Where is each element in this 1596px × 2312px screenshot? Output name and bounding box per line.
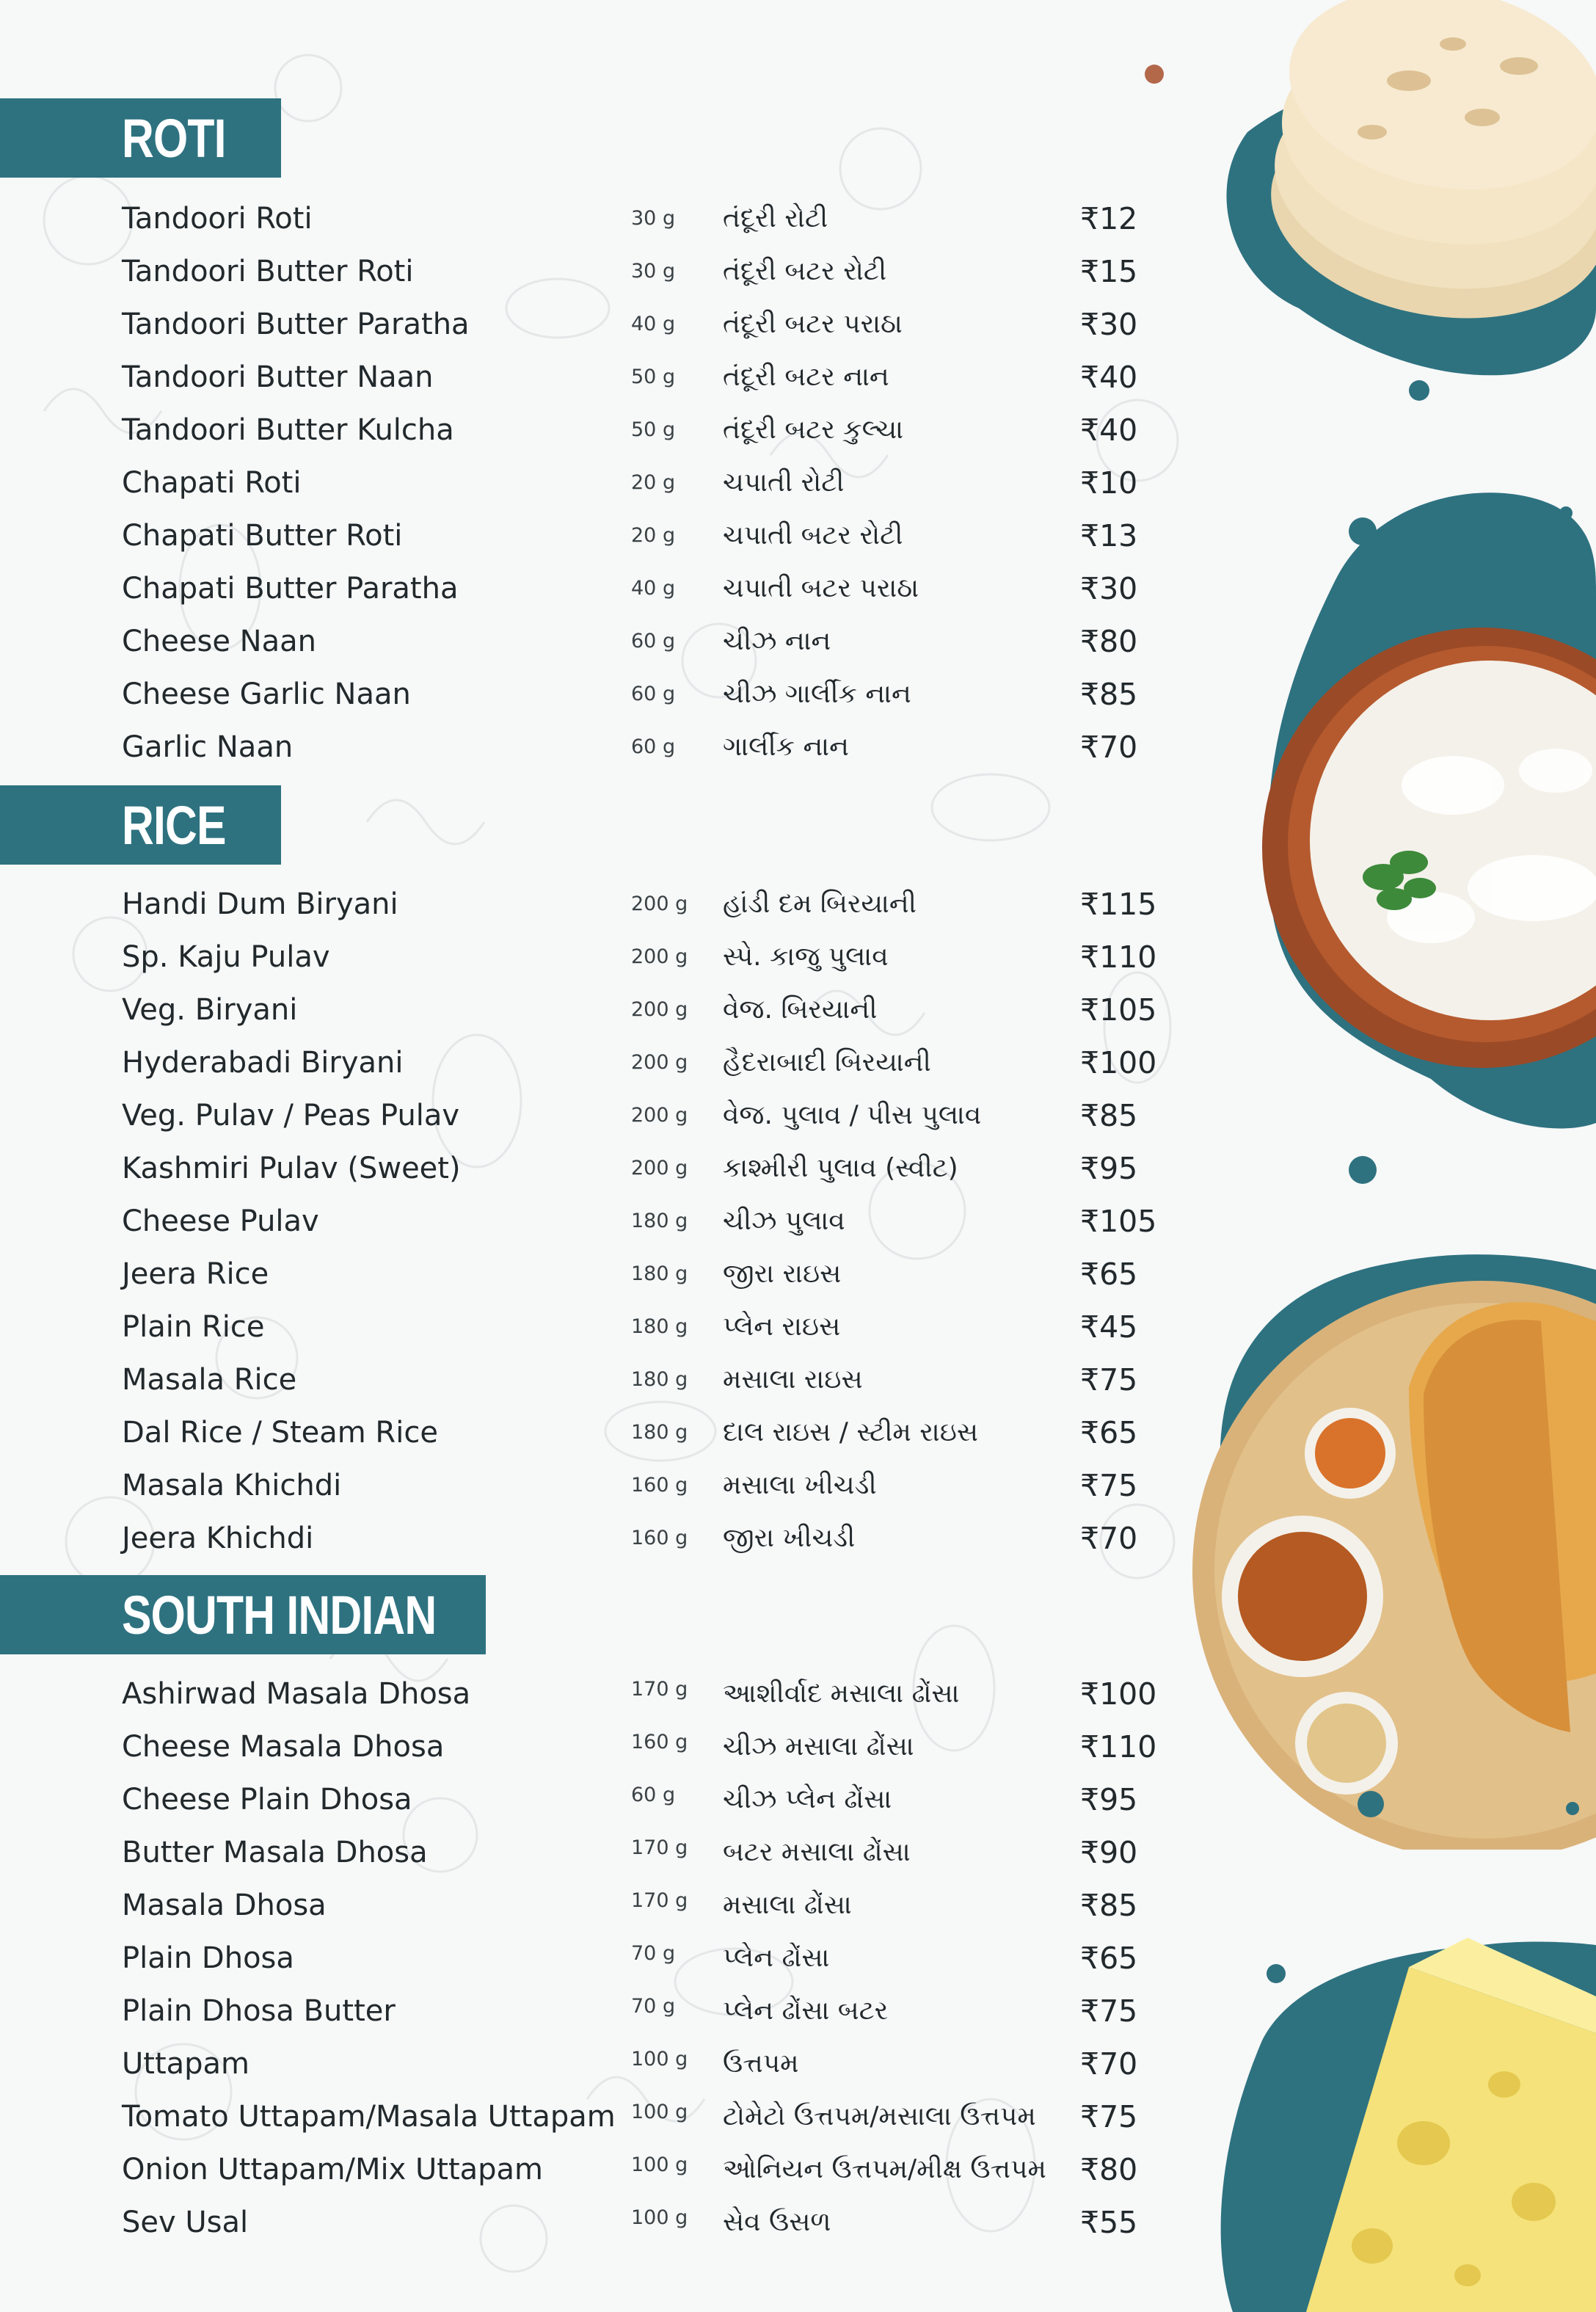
item-price: ₹15	[1080, 254, 1138, 289]
item-weight: 200 g	[631, 1051, 688, 1074]
menu-item	[0, 192, 1174, 245]
item-price: ₹70	[1080, 2046, 1138, 2082]
item-name: Sev Usal	[122, 2206, 249, 2239]
item-name-gujarati: મસાલા ઢોંસા	[723, 1890, 852, 1920]
item-name: Tandoori Butter Kulcha	[122, 413, 454, 447]
item-price: ₹65	[1080, 1257, 1138, 1292]
menu-item	[0, 1142, 1174, 1195]
menu-item	[0, 404, 1174, 457]
item-name-gujarati: દાલ રાઇસ / સ્ટીમ રાઇસ	[723, 1417, 979, 1447]
menu-item	[0, 1248, 1174, 1301]
menu-item	[0, 1089, 1174, 1142]
item-weight: 70 g	[631, 1995, 676, 2018]
item-price: ₹100	[1080, 1676, 1157, 1712]
menu-item	[0, 1301, 1174, 1353]
item-price: ₹40	[1080, 360, 1138, 395]
item-price: ₹30	[1080, 571, 1138, 606]
item-price: ₹105	[1080, 1204, 1157, 1239]
item-name: Plain Dhosa Butter	[122, 1994, 396, 2028]
item-name-gujarati: સેવ ઉસળ	[723, 2207, 831, 2237]
item-name-gujarati: હાંડી દમ બિરયાની	[723, 889, 917, 919]
item-price: ₹100	[1080, 1045, 1157, 1080]
item-name-gujarati: ઉત્તપમ	[723, 2049, 799, 2079]
item-price: ₹75	[1080, 2099, 1138, 2134]
dosa-plate-image	[1189, 1145, 1596, 1850]
menu-item	[0, 1036, 1174, 1089]
item-name-gujarati: તંદૂરી રોટી	[723, 203, 828, 233]
item-weight: 60 g	[631, 630, 676, 652]
item-name-gujarati: પ્લેન ઢોંસા બટર	[723, 1996, 889, 2026]
rice-bowl-image	[1189, 477, 1596, 1138]
item-name: Garlic Naan	[122, 730, 294, 764]
item-weight: 20 g	[631, 471, 676, 494]
item-name-gujarati: હૈદરાબાદી બિરયાની	[723, 1047, 931, 1077]
item-price: ₹65	[1080, 1941, 1138, 1976]
item-weight: 60 g	[631, 735, 676, 758]
item-weight: 40 g	[631, 577, 676, 600]
item-weight: 180 g	[631, 1210, 688, 1232]
item-name: Chapati Butter Paratha	[122, 572, 459, 606]
item-weight: 180 g	[631, 1368, 688, 1391]
item-name-gujarati: તંદૂરી બટર પરાઠા	[723, 309, 903, 339]
decor-dot	[1267, 1964, 1286, 1983]
item-price: ₹12	[1080, 201, 1138, 236]
item-name: Veg. Biryani	[122, 993, 298, 1027]
item-price: ₹115	[1080, 887, 1157, 922]
item-name-gujarati: વેજ. પુલાવ / પીસ પુલાવ	[723, 1100, 982, 1130]
menu-item	[0, 509, 1174, 562]
item-name-gujarati: ચીઝ ગાર્લીક નાન	[723, 679, 911, 709]
item-weight: 200 g	[631, 1157, 688, 1179]
menu-item	[0, 1406, 1174, 1459]
section-header-roti	[0, 98, 281, 178]
item-weight: 180 g	[631, 1421, 688, 1444]
item-price: ₹55	[1080, 2205, 1138, 2240]
item-price: ₹30	[1080, 307, 1138, 342]
item-weight: 50 g	[631, 366, 676, 388]
menu-item	[0, 1353, 1174, 1406]
item-weight: 180 g	[631, 1262, 688, 1285]
menu-item	[0, 1773, 1174, 1826]
item-name: Tandoori Butter Naan	[122, 360, 434, 394]
item-price: ₹13	[1080, 518, 1138, 553]
item-name: Hyderabadi Biryani	[122, 1046, 404, 1080]
item-weight: 20 g	[631, 524, 676, 547]
menu-item	[0, 931, 1174, 984]
item-price: ₹65	[1080, 1415, 1138, 1450]
item-name: Plain Dhosa	[122, 1941, 294, 1975]
item-name-gujarati: તંદૂરી બટર કુલ્ચા	[723, 415, 904, 445]
item-price: ₹95	[1080, 1782, 1138, 1817]
item-name: Masala Dhosa	[122, 1889, 327, 1922]
item-weight: 30 g	[631, 207, 676, 230]
menu-item	[0, 2090, 1174, 2143]
menu-item	[0, 1826, 1174, 1879]
item-name: Cheese Pulav	[122, 1204, 319, 1238]
item-name-gujarati: ચીઝ નાન	[723, 626, 831, 656]
item-name: Jeera Khichdi	[122, 1522, 314, 1555]
menu-item	[0, 615, 1174, 668]
item-name-gujarati: આશીર્વાદ મસાલા ઢોંસા	[723, 1679, 960, 1709]
item-weight: 100 g	[631, 2206, 688, 2229]
item-name: Tomato Uttapam/Masala Uttapam	[122, 2100, 616, 2134]
menu-item	[0, 245, 1174, 298]
item-name: Dal Rice / Steam Rice	[122, 1416, 438, 1450]
item-name-gujarati: તંદૂરી બટર નાન	[723, 362, 889, 392]
item-name: Onion Uttapam/Mix Uttapam	[122, 2153, 544, 2186]
item-name: Chapati Butter Roti	[122, 519, 403, 553]
item-name: Butter Masala Dhosa	[122, 1836, 428, 1869]
decor-dot	[1145, 65, 1164, 84]
menu-item	[0, 878, 1174, 931]
section-title: RICE	[122, 794, 226, 856]
item-price: ₹80	[1080, 624, 1138, 659]
item-weight: 160 g	[631, 1474, 688, 1497]
item-name-gujarati: ટોમેટો ઉત્તપમ/મસાલા ઉત્તપમ	[723, 2101, 1036, 2131]
menu-item	[0, 1985, 1174, 2037]
menu-item	[0, 2037, 1174, 2090]
item-name: Chapati Roti	[122, 466, 302, 500]
item-name-gujarati: કાશ્મીરી પુલાવ (સ્વીટ)	[723, 1153, 958, 1183]
section-header-rice	[0, 785, 281, 865]
item-price: ₹75	[1080, 1362, 1138, 1397]
item-name-gujarati: ઓનિયન ઉત્તપમ/મીક્ષ ઉત્તપમ	[723, 2154, 1046, 2184]
item-price: ₹10	[1080, 465, 1138, 501]
item-price: ₹40	[1080, 412, 1138, 448]
menu-item	[0, 457, 1174, 509]
item-name: Sp. Kaju Pulav	[122, 940, 330, 974]
item-weight: 100 g	[631, 2101, 688, 2123]
item-name-gujarati: ચીઝ પુલાવ	[723, 1206, 845, 1236]
item-name-gujarati: સ્પે. કાજુ પુલાવ	[723, 942, 889, 972]
menu-item	[0, 2196, 1174, 2249]
decor-dot	[1566, 1802, 1579, 1815]
menu-item	[0, 1459, 1174, 1512]
item-name: Cheese Naan	[122, 625, 316, 658]
item-name-gujarati: જીરા ખીચડી	[723, 1523, 856, 1553]
item-name-gujarati: જીરા રાઇસ	[723, 1259, 842, 1289]
item-name-gujarati: પ્લેન ઢોંસા	[723, 1943, 830, 1973]
menu-item	[0, 562, 1174, 615]
item-name: Handi Dum Biryani	[122, 887, 398, 921]
item-price: ₹110	[1080, 1729, 1157, 1764]
item-name: Uttapam	[122, 2047, 250, 2081]
item-weight: 170 g	[631, 1889, 688, 1912]
item-weight: 60 g	[631, 1784, 676, 1806]
item-weight: 160 g	[631, 1527, 688, 1549]
decor-dot	[1559, 506, 1573, 520]
item-name: Jeera Rice	[122, 1257, 269, 1291]
roti-image	[1189, 0, 1596, 411]
menu-item	[0, 984, 1174, 1036]
item-price: ₹45	[1080, 1309, 1138, 1345]
menu-item	[0, 2143, 1174, 2196]
item-name-gujarati: વેજ. બિરયાની	[723, 995, 878, 1025]
menu-item	[0, 1879, 1174, 1932]
item-weight: 30 g	[631, 260, 676, 283]
item-price: ₹85	[1080, 1098, 1138, 1133]
item-name: Cheese Plain Dhosa	[122, 1783, 412, 1817]
item-name-gujarati: મસાલા ખીચડી	[723, 1470, 877, 1500]
decor-dot	[1349, 1156, 1377, 1184]
item-price: ₹80	[1080, 2152, 1138, 2187]
decor-dot	[1358, 1791, 1384, 1817]
item-name-gujarati: મસાલા રાઇસ	[723, 1364, 863, 1395]
section-header-south-indian	[0, 1575, 486, 1654]
item-name: Cheese Masala Dhosa	[122, 1730, 445, 1764]
item-weight: 100 g	[631, 2153, 688, 2176]
item-price: ₹85	[1080, 677, 1138, 712]
menu-item	[0, 351, 1174, 404]
item-price: ₹70	[1080, 1521, 1138, 1556]
item-name: Tandoori Roti	[122, 202, 313, 236]
item-price: ₹95	[1080, 1151, 1138, 1186]
item-weight: 170 g	[631, 1836, 688, 1859]
menu-item	[0, 721, 1174, 774]
item-price: ₹75	[1080, 1993, 1138, 2029]
menu-item	[0, 1512, 1174, 1565]
item-weight: 200 g	[631, 998, 688, 1021]
item-name: Masala Khichdi	[122, 1469, 342, 1502]
cheese-image	[1189, 1923, 1596, 2312]
item-price: ₹110	[1080, 939, 1157, 975]
item-name-gujarati: ચપાતી રોટી	[723, 468, 845, 498]
item-name-gujarati: તંદૂરી બટર રોટી	[723, 256, 887, 286]
menu-item	[0, 1932, 1174, 1985]
item-weight: 100 g	[631, 2048, 688, 2071]
menu-item	[0, 1195, 1174, 1248]
item-name: Tandoori Butter Paratha	[122, 308, 470, 341]
menu-item	[0, 298, 1174, 351]
item-name: Cheese Garlic Naan	[122, 677, 411, 711]
item-name: Masala Rice	[122, 1363, 297, 1397]
item-weight: 180 g	[631, 1315, 688, 1338]
item-name-gujarati: ચપાતી બટર પરાઠા	[723, 573, 919, 603]
item-weight: 70 g	[631, 1942, 676, 1965]
item-price: ₹75	[1080, 1468, 1138, 1503]
decor-dot	[1349, 517, 1377, 545]
item-weight: 200 g	[631, 893, 688, 915]
item-weight: 200 g	[631, 1104, 688, 1127]
item-weight: 60 g	[631, 683, 676, 705]
section-title: ROTI	[122, 107, 226, 169]
menu-item	[0, 1668, 1174, 1720]
item-price: ₹90	[1080, 1835, 1138, 1870]
item-name-gujarati: ચીઝ પ્લેન ઢોંસા	[723, 1784, 892, 1814]
item-weight: 160 g	[631, 1731, 688, 1753]
menu-item	[0, 668, 1174, 721]
item-price: ₹85	[1080, 1888, 1138, 1923]
item-weight: 50 g	[631, 418, 676, 441]
item-name: Plain Rice	[122, 1310, 265, 1344]
decor-dot	[1409, 380, 1429, 401]
item-name: Tandoori Butter Roti	[122, 255, 414, 288]
item-price: ₹70	[1080, 730, 1138, 765]
item-name-gujarati: ચીઝ મસાલા ઢોંસા	[723, 1731, 914, 1762]
menu-item	[0, 1720, 1174, 1773]
item-name-gujarati: પ્લેન રાઇસ	[723, 1312, 841, 1342]
item-weight: 40 g	[631, 313, 676, 335]
item-name: Ashirwad Masala Dhosa	[122, 1677, 471, 1711]
item-weight: 170 g	[631, 1678, 688, 1701]
item-name-gujarati: ગાર્લીક નાન	[723, 732, 849, 762]
item-name: Kashmiri Pulav (Sweet)	[122, 1152, 461, 1185]
item-name-gujarati: ચપાતી બટર રોટી	[723, 520, 903, 550]
item-price: ₹105	[1080, 992, 1157, 1028]
section-title: SOUTH INDIAN	[122, 1584, 437, 1646]
item-weight: 200 g	[631, 945, 688, 968]
item-name-gujarati: બટર મસાલા ઢોંસા	[723, 1837, 911, 1867]
item-name: Veg. Pulav / Peas Pulav	[122, 1099, 460, 1133]
